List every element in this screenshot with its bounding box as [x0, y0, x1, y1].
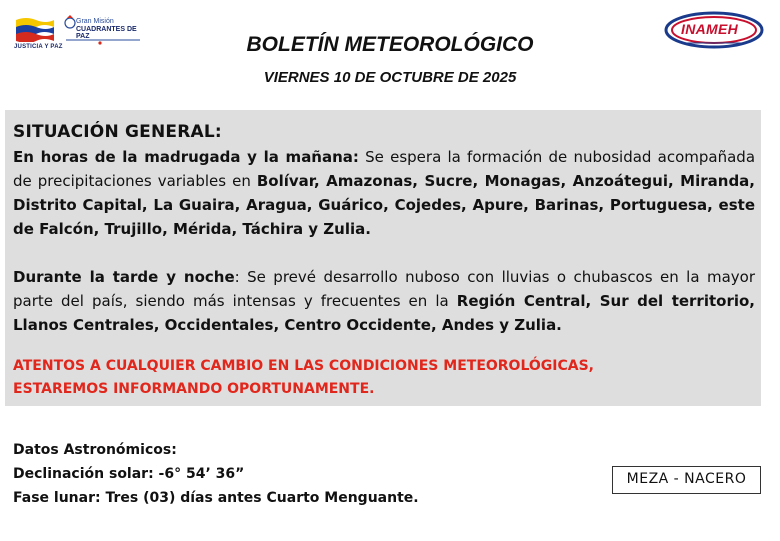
morning-forecast-lead: En horas de la madrugada y la mañana:: [13, 148, 359, 166]
morning-forecast-regions: Bolívar, Amazonas, Sucre, Monagas, Anzoátegui, Miranda, Distrito Capital, La Guaira, Aragua, Guárico, Cojedes, Apure, Barinas, Portuguesa, este de Falcón, Trujillo, Mérida, Táchira y Zulia.: [13, 172, 755, 238]
moon-phase: Fase lunar: Tres (03) días antes Cuarto Menguante.: [13, 490, 419, 506]
astro-title: Datos Astronómicos:: [13, 442, 177, 458]
paragraph-spacer: [13, 241, 755, 265]
afternoon-forecast-lead: Durante la tarde y noche: [13, 268, 235, 286]
afternoon-forecast-regions: Región Central, Sur del territorio, Llanos Centrales, Occidentales, Centro Occidente, Andes y Zulia.: [13, 292, 755, 334]
situation-title: SITUACIÓN GENERAL:: [13, 122, 222, 142]
alert-line-1: ATENTOS A CUALQUIER CAMBIO EN LAS CONDICIONES METEOROLÓGICAS,: [13, 358, 594, 374]
alert-notice: [13, 355, 755, 401]
page-title: BOLETÍN METEOROLÓGICO: [246, 33, 534, 56]
alert-line-2: ESTAREMOS INFORMANDO OPORTUNAMENTE.: [13, 381, 375, 397]
morning-forecast-paragraph: [13, 145, 755, 241]
solar-declination: Declinación solar: -6° 54’ 36”: [13, 466, 245, 482]
afternoon-forecast-paragraph: [13, 265, 755, 337]
afternoon-forecast-text: : Se prevé desarrollo nuboso con lluvias o chubascos en la mayor parte del país, siendo más intensas y frecuentes en la: [13, 268, 755, 310]
morning-forecast-text: Se espera la formación de nubosidad acompañada de precipitaciones variables en: [13, 148, 756, 190]
justicia-y-paz-caption: JUSTICIA Y PAZ: [14, 44, 63, 50]
bulletin-date: VIERNES 10 DE OCTUBRE DE 2025: [263, 69, 517, 86]
mision-line2: CUADRANTES DE PAZ: [76, 26, 137, 40]
situation-content: [13, 121, 755, 401]
astronomical-data: [13, 438, 419, 510]
authors-box: MEZA - NACERO: [612, 466, 761, 494]
mision-line1: Gran Misión: [76, 18, 114, 25]
inameh-logo-text: INAMEH: [681, 21, 739, 37]
